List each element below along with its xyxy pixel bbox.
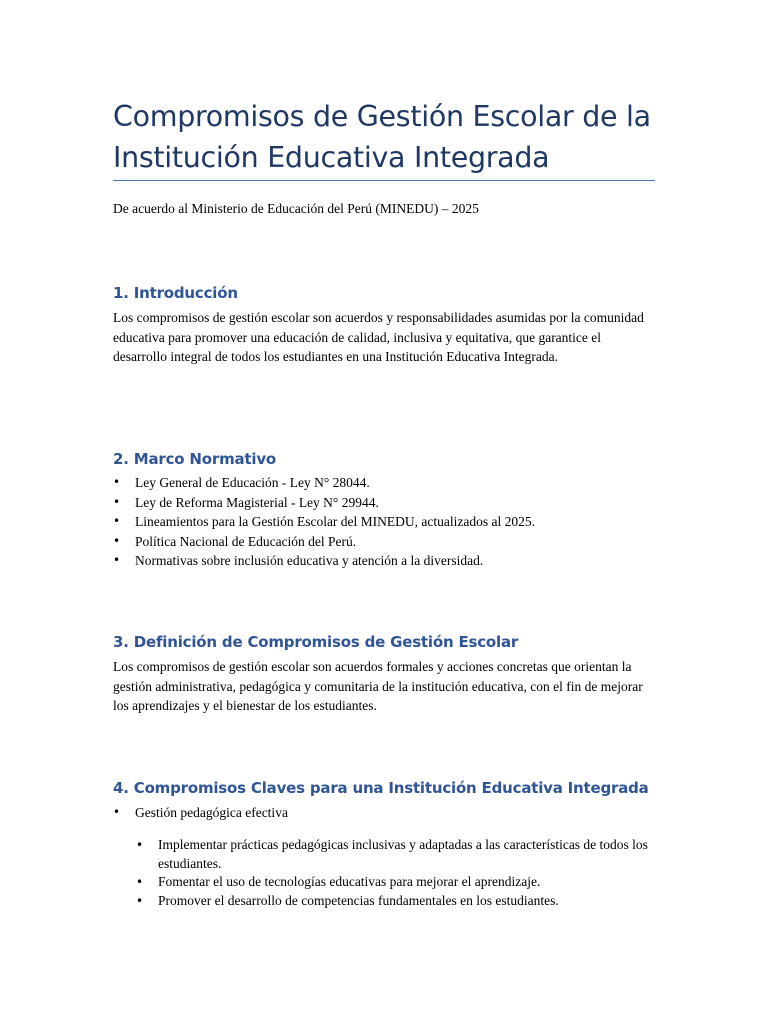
bullet-icon: • [136,893,144,908]
compromisos-list [113,803,658,823]
bullet-icon: • [113,494,121,509]
list-item: • Gestión pedagógica efectiva [113,803,658,823]
bullet-icon: • [113,533,121,548]
list-item: • Ley de Reforma Magisterial - Ley N° 29944. [113,493,658,513]
bullet-icon: • [136,875,144,889]
title-underline [113,180,655,181]
section-heading-compromisos-claves: 4. Compromisos Claves para una Institución Educativa Integrada [113,779,649,797]
document-title: Compromisos de Gestión Escolar de la Institución Educativa Integrada [113,100,651,174]
list-item: • Promover el desarrollo de competencias fundamentales en los estudiantes. [136,892,658,911]
bullet-icon: • [136,838,144,852]
section-heading-marco-normativo: 2. Marco Normativo [113,450,277,468]
marco-normativo-list [113,473,658,571]
bullet-icon: • [113,514,121,528]
bullet-icon: • [113,475,121,489]
section-heading-introduccion: 1. Introducción [113,284,238,302]
section-paragraph-definicion: Los compromisos de gestión escolar son acuerdos formales y acciones concretas que orientan la gestión administrativa, pedagógica y comunitaria de la institución educativa, con el fin de mejorar los aprendizajes y el bienestar de los estudiantes. [113,659,643,714]
gestion-pedagogica-sublist [136,836,658,910]
list-item: • Lineamientos para la Gestión Escolar del MINEDU, actualizados al 2025. [113,512,658,532]
list-item: • Implementar prácticas pedagógicas inclusivas y adaptadas a las características de todos los estudiantes. [136,837,648,871]
bullet-icon: • [113,553,121,567]
bullet-icon: • [113,805,121,819]
section-heading-definicion: 3. Definición de Compromisos de Gestión Escolar [113,633,519,651]
list-item: • Política Nacional de Educación del Perú. [113,532,658,552]
list-item: • Ley General de Educación - Ley N° 28044. [113,473,658,493]
list-item: • Normativas sobre inclusión educativa y atención a la diversidad. [113,551,658,571]
list-item: • Fomentar el uso de tecnologías educativas para mejorar el aprendizaje. [136,873,658,892]
section-paragraph-introduccion: Los compromisos de gestión escolar son acuerdos y responsabilidades asumidas por la comunidad educativa para promover una educación de calidad, inclusiva y equitativa, que garantice el desarrollo integral de todos los estudiantes en una Institución Educativa Integrada. [113,310,644,365]
document-subtitle: De acuerdo al Ministerio de Educación del Perú (MINEDU) – 2025 [113,201,479,216]
